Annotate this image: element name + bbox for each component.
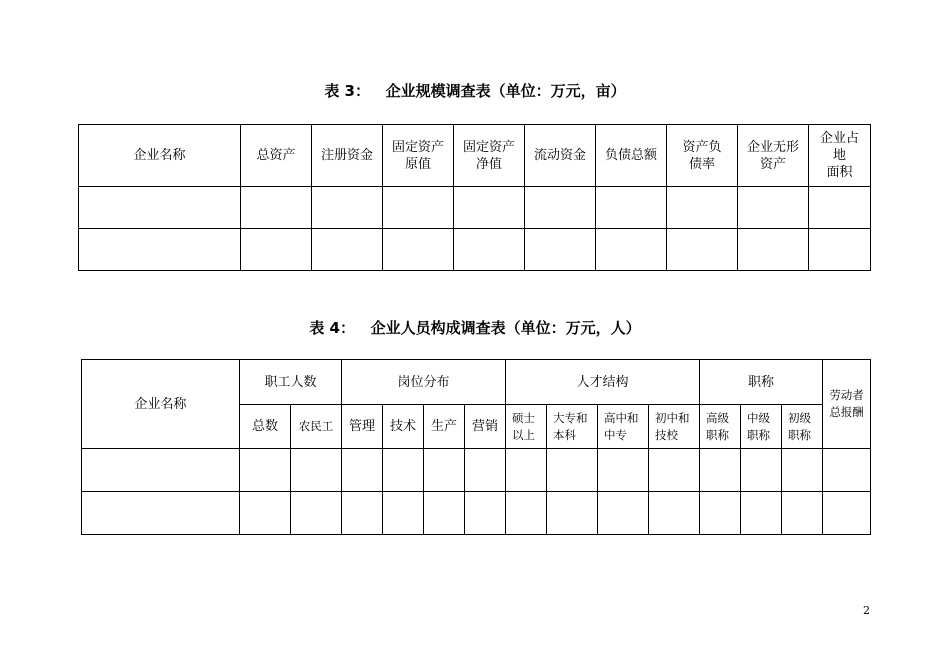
- sub-header: 高中和 中专: [598, 405, 649, 449]
- header-cell: 企业无形 资产: [738, 125, 809, 187]
- personnel-composition-table: [81, 359, 871, 535]
- group-header: 人才结构: [506, 360, 700, 405]
- sub-header: 总数: [240, 405, 291, 449]
- sub-header: 技术: [383, 405, 424, 449]
- table-row: [82, 492, 871, 535]
- header-cell: 总资产: [241, 125, 312, 187]
- sub-header: 初级 职称: [782, 405, 823, 449]
- header-cell: 企业占 地 面积: [809, 125, 871, 187]
- sub-header: 硕士 以上: [506, 405, 547, 449]
- sub-header: 管理: [342, 405, 383, 449]
- header-cell: 流动资金: [525, 125, 596, 187]
- table-row: [82, 449, 871, 492]
- header-cell: 注册资金: [312, 125, 383, 187]
- header-cell: 企业名称: [82, 360, 240, 449]
- table4-title: 表 4： 企业人员构成调查表（单位：万元，人）: [309, 319, 641, 337]
- enterprise-scale-table: [78, 124, 871, 271]
- table-row: [79, 187, 871, 229]
- table3-title: 表 3： 企业规模调查表（单位：万元，亩）: [324, 82, 626, 100]
- sub-header: 中级 职称: [741, 405, 782, 449]
- sub-header: 生产: [424, 405, 465, 449]
- sub-header: 初中和 技校: [649, 405, 700, 449]
- page-number: 2: [863, 604, 870, 617]
- header-cell: 负债总额: [596, 125, 667, 187]
- header-cell: 劳动者 总报酬: [823, 360, 871, 449]
- sub-header: 营销: [465, 405, 506, 449]
- group-header: 职称: [700, 360, 823, 405]
- header-cell: 固定资产 净值: [454, 125, 525, 187]
- group-header: 职工人数: [240, 360, 342, 405]
- sub-header: 高级 职称: [700, 405, 741, 449]
- table-row: [79, 229, 871, 271]
- header-cell: 固定资产 原值: [383, 125, 454, 187]
- sub-header: 大专和 本科: [547, 405, 598, 449]
- header-cell: 资产负 债率: [667, 125, 738, 187]
- group-header: 岗位分布: [342, 360, 506, 405]
- header-cell: 企业名称: [79, 125, 241, 187]
- sub-header: 农民工: [291, 405, 342, 449]
